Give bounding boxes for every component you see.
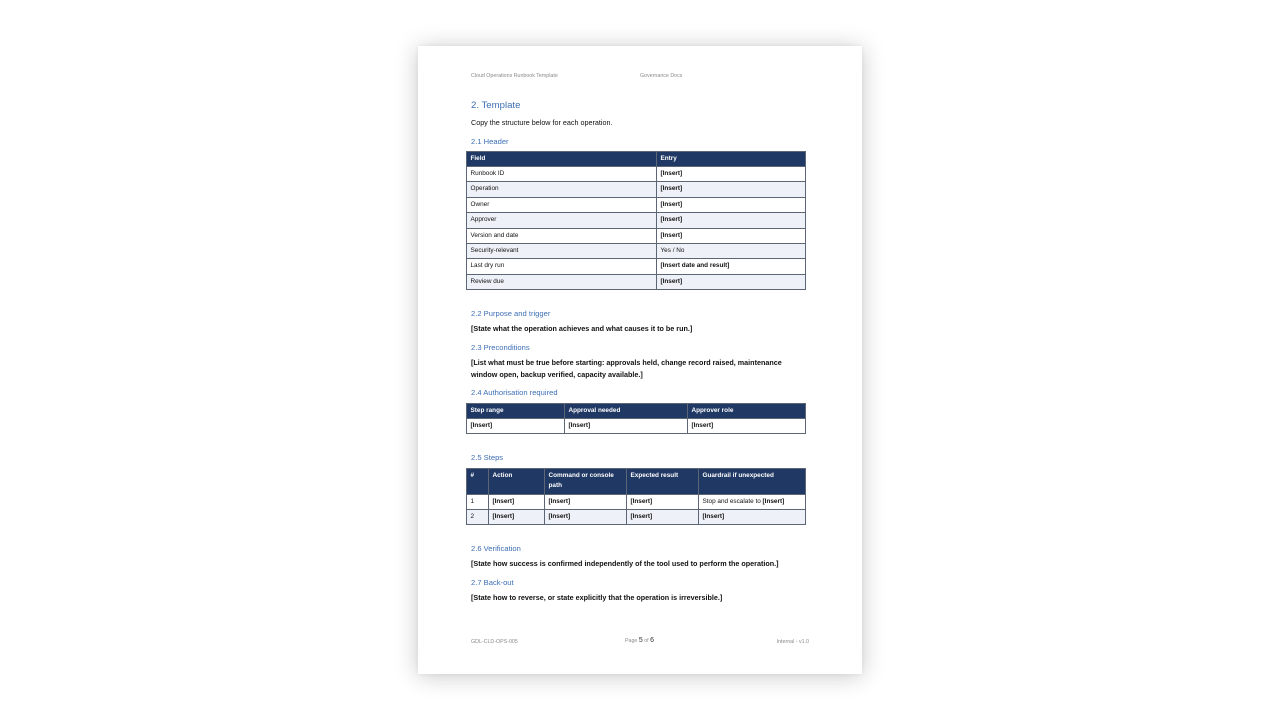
approver-role-cell[interactable]: [Insert] (688, 419, 806, 434)
preconditions-line-2: window open, backup verified, capacity available.] (471, 369, 643, 379)
subsection-title-preconditions: 2.3 Preconditions (471, 343, 530, 352)
subsection-title-purpose: 2.2 Purpose and trigger (471, 309, 551, 318)
steps-col-command: Command or console path (545, 469, 627, 495)
table-row (467, 228, 806, 243)
subsection-title-steps: 2.5 Steps (471, 453, 504, 462)
table-row (467, 509, 806, 524)
page-of: of (642, 638, 651, 644)
page-prefix: Page (625, 638, 639, 644)
entry-cell[interactable]: Yes / No (657, 243, 806, 258)
entry-cell[interactable]: [Insert] (657, 197, 806, 212)
section-title: 2. Template (471, 100, 521, 111)
steps-col-expected: Expected result (627, 469, 699, 495)
steps-table (466, 468, 806, 525)
table-row (467, 213, 806, 228)
subsection-title-header: 2.1 Header (471, 137, 509, 146)
preconditions-line-1: [List what must be true before starting: approvals held, change record raised, maintenance (471, 358, 782, 367)
authorisation-table (466, 403, 806, 434)
footer-page-number (625, 637, 654, 644)
entry-cell[interactable]: [Insert date and result] (657, 259, 806, 274)
table-row (467, 243, 806, 258)
field-cell: Operation (467, 182, 657, 197)
section-intro: Copy the structure below for each operation. (471, 118, 613, 127)
table-row (467, 419, 806, 434)
table-row (467, 167, 806, 182)
auth-col-approver-role: Approver role (688, 404, 806, 419)
document-page (418, 46, 862, 674)
steps-col-action: Action (489, 469, 545, 495)
step-range-cell[interactable]: [Insert] (467, 419, 565, 434)
expected-cell[interactable]: [Insert] (627, 509, 699, 524)
entry-cell[interactable]: [Insert] (657, 213, 806, 228)
steps-col-guardrail: Guardrail if unexpected (699, 469, 806, 495)
action-cell[interactable]: [Insert] (489, 494, 545, 509)
command-cell[interactable]: [Insert] (545, 494, 627, 509)
field-cell: Version and date (467, 228, 657, 243)
running-header-section: Governance Docs (640, 73, 683, 79)
table-row (467, 494, 806, 509)
purpose-text: [State what the operation achieves and what causes it to be run.] (471, 324, 693, 333)
footer-classification: Internal - v1.0 (776, 639, 809, 645)
expected-cell[interactable]: [Insert] (627, 494, 699, 509)
table-row (467, 197, 806, 212)
step-number-cell: 2 (467, 509, 489, 524)
guardrail-cell[interactable] (699, 494, 806, 509)
table-row (467, 182, 806, 197)
auth-col-approval: Approval needed (565, 404, 688, 419)
header-table (466, 151, 806, 290)
field-cell: Owner (467, 197, 657, 212)
footer-doc-id: GDL-CLD-OPS-005 (471, 639, 518, 645)
approval-cell[interactable]: [Insert] (565, 419, 688, 434)
field-cell: Security-relevant (467, 243, 657, 258)
running-header-title: Cloud Operations Runbook Template (471, 73, 558, 79)
action-cell[interactable]: [Insert] (489, 509, 545, 524)
entry-cell[interactable]: [Insert] (657, 167, 806, 182)
field-cell: Approver (467, 213, 657, 228)
backout-text: [State how to reverse, or state explicitly that the operation is irreversible.] (471, 593, 723, 602)
header-table-col-field: Field (467, 152, 657, 167)
table-row (467, 274, 806, 289)
entry-cell[interactable]: [Insert] (657, 274, 806, 289)
header-table-col-entry: Entry (657, 152, 806, 167)
field-cell: Review due (467, 274, 657, 289)
table-row (467, 259, 806, 274)
field-cell: Last dry run (467, 259, 657, 274)
entry-cell[interactable]: [Insert] (657, 182, 806, 197)
guardrail-cell[interactable] (699, 509, 806, 524)
subsection-title-authorisation: 2.4 Authorisation required (471, 388, 558, 397)
verification-text: [State how success is confirmed independently of the tool used to perform the operation.] (471, 559, 779, 568)
field-cell: Runbook ID (467, 167, 657, 182)
subsection-title-verification: 2.6 Verification (471, 544, 521, 553)
step-number-cell: 1 (467, 494, 489, 509)
guardrail-insert: [Insert] (702, 512, 725, 520)
command-cell[interactable]: [Insert] (545, 509, 627, 524)
entry-cell[interactable]: [Insert] (657, 228, 806, 243)
auth-col-step-range: Step range (467, 404, 565, 419)
guardrail-text: Stop and escalate to (702, 497, 763, 505)
page-total: 6 (650, 637, 655, 644)
steps-col-number: # (467, 469, 489, 495)
page-current: 5 (638, 637, 643, 644)
subsection-title-backout: 2.7 Back-out (471, 578, 514, 587)
guardrail-insert: [Insert] (762, 497, 785, 505)
